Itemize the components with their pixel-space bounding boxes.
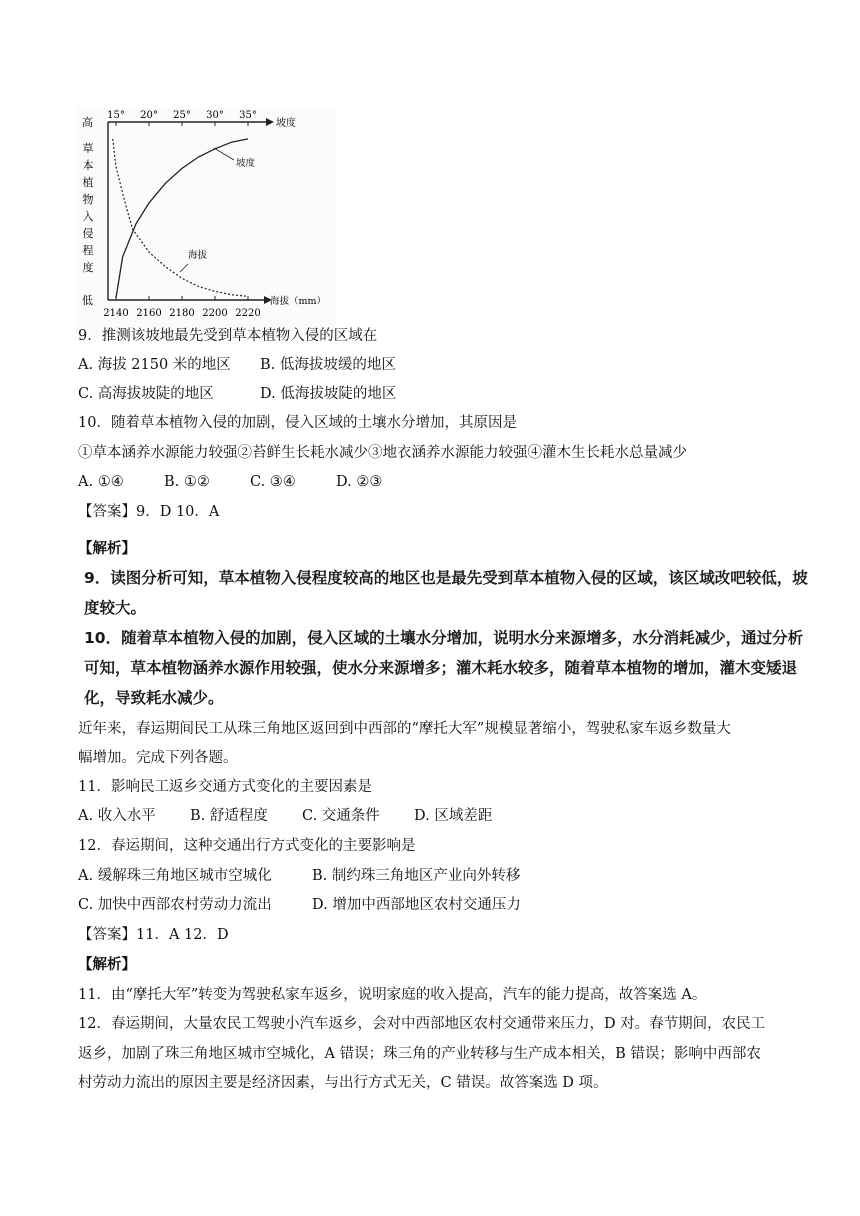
y-title-char: 草 xyxy=(82,142,94,155)
bottom-tick-label: 2160 xyxy=(136,308,162,319)
q10-option-a: A. ①④ xyxy=(78,474,124,490)
y-title-char: 入 xyxy=(82,210,94,223)
q10-options xyxy=(78,472,382,492)
q10-stem: 10．随着草本植物入侵的加剧，侵入区域的土壤水分增加，其原因是 xyxy=(78,415,517,431)
q11-option-a: A. 收入水平 xyxy=(78,808,156,824)
y-title-char: 度 xyxy=(82,261,94,274)
q12-stem: 12．春运期间，这种交通出行方式变化的主要影响是 xyxy=(78,838,416,854)
y-bottom-label: 低 xyxy=(82,294,93,307)
y-title-char: 本 xyxy=(82,159,94,172)
q10-option-b: B. ①② xyxy=(164,474,210,490)
q11-option-c: C. 交通条件 xyxy=(302,808,380,824)
y-title-char: 侵 xyxy=(82,227,94,240)
q9-option-b: B. 低海拔坡缓的地区 xyxy=(260,357,396,373)
analysis1-line3: 10．随着草本植物入侵的加剧，侵入区域的土壤水分增加，说明水分来源增多，水分消耗减少，通过分析 xyxy=(84,629,804,647)
intro-line1: 近年来，春运期间民工从珠三角地区返回到中西部的“摩托大军”规模显著缩小，驾驶私家车返乡数量大 xyxy=(78,721,731,737)
bottom-axis-title: 海拔（mm） xyxy=(270,296,327,307)
y-title-char: 程 xyxy=(82,244,94,257)
q12-option-a: A. 缓解珠三角地区城市空城化 xyxy=(78,868,272,884)
q9-options-row2 xyxy=(78,384,396,404)
y-top-label: 高 xyxy=(82,116,93,129)
series-label-slope: 坡度 xyxy=(236,158,256,169)
analysis2-line1: 11．由“摩托大军”转变为驾驶私家车返乡，说明家庭的收入提高，汽车的能力提高，故答案选 A。 xyxy=(78,987,707,1003)
analysis-title-1: 【解析】 xyxy=(78,540,136,557)
bottom-tick-label: 2180 xyxy=(169,308,195,319)
q10-option-d: D. ②③ xyxy=(336,474,383,490)
q10-items: ①草本涵养水源能力较强②苔鲜生长耗水减少③地衣涵养水源能力较强④灌木生长耗水总量减少 xyxy=(78,445,687,461)
y-title-char: 植 xyxy=(82,176,94,189)
q9-option-d: D. 低海拔坡陡的地区 xyxy=(260,386,397,402)
analysis1-line5: 化，导致耗水减少。 xyxy=(84,689,224,707)
series-label-altitude: 海拔 xyxy=(188,250,208,261)
top-tick-label: 20° xyxy=(140,110,158,121)
top-tick-label: 35° xyxy=(239,110,257,121)
q9-stem: 9．推测该坡地最先受到草本植物入侵的区域在 xyxy=(78,328,378,344)
answer-11-12: 【答案】11．A 12．D xyxy=(78,927,229,943)
top-axis-title: 坡度 xyxy=(276,118,296,129)
q12-option-c: C. 加快中西部农村劳动力流出 xyxy=(78,897,272,913)
q9-option-a: A. 海拔 2150 米的地区 xyxy=(78,357,231,373)
y-title-char: 物 xyxy=(82,193,94,206)
analysis2-line2: 12．春运期间，大量农民工驾驶小汽车返乡，会对中西部地区农村交通带来压力，D 对。春节期间，农民工 xyxy=(78,1016,766,1032)
bottom-tick-label: 2200 xyxy=(202,308,228,319)
top-tick-label: 30° xyxy=(206,110,224,121)
analysis-title-2: 【解析】 xyxy=(78,956,136,973)
answer-9-10: 【答案】9．D 10．A xyxy=(78,504,220,520)
q10-option-c: C. ③④ xyxy=(250,474,296,490)
q12-option-d: D. 增加中西部地区农村交通压力 xyxy=(312,897,521,913)
bottom-tick-label: 2140 xyxy=(103,308,129,319)
q12-options-row2 xyxy=(78,895,521,915)
top-tick-label: 15° xyxy=(107,110,125,121)
analysis2-line3: 返乡，加剧了珠三角地区城市空城化，A 错误；珠三角的产业转移与生产成本相关，B 错误；影响中西部农 xyxy=(78,1046,761,1062)
q11-option-b: B. 舒适程度 xyxy=(190,808,268,824)
analysis1-line1: 9．读图分析可知，草本植物入侵程度较高的地区也是最先受到草本植物入侵的区域，该区域改吧较低，坡 xyxy=(84,569,808,587)
invasion-chart xyxy=(76,108,336,342)
q12-option-b: B. 制约珠三角地区产业向外转移 xyxy=(312,868,521,884)
bottom-tick-label: 2220 xyxy=(235,308,261,319)
q9-options-row1 xyxy=(78,355,396,375)
intro-line2: 幅增加。完成下列各题。 xyxy=(78,750,238,766)
q11-stem: 11．影响民工返乡交通方式变化的主要因素是 xyxy=(78,779,372,795)
q11-option-d: D. 区域差距 xyxy=(414,808,493,824)
q9-option-c: C. 高海拔坡陡的地区 xyxy=(78,386,214,402)
q12-options-row1 xyxy=(78,866,520,886)
analysis1-line2: 度较大。 xyxy=(84,599,147,617)
q11-options xyxy=(78,806,492,826)
analysis1-line4: 可知，草本植物涵养水源作用较强，使水分来源增多；灌木耗水较多，随着草本植物的增加，灌木变矮退 xyxy=(84,659,798,677)
analysis2-line4: 村劳动力流出的原因主要是经济因素，与出行方式无关，C 错误。故答案选 D 项。 xyxy=(78,1075,608,1091)
chart-svg xyxy=(76,108,336,338)
top-tick-label: 25° xyxy=(173,110,191,121)
